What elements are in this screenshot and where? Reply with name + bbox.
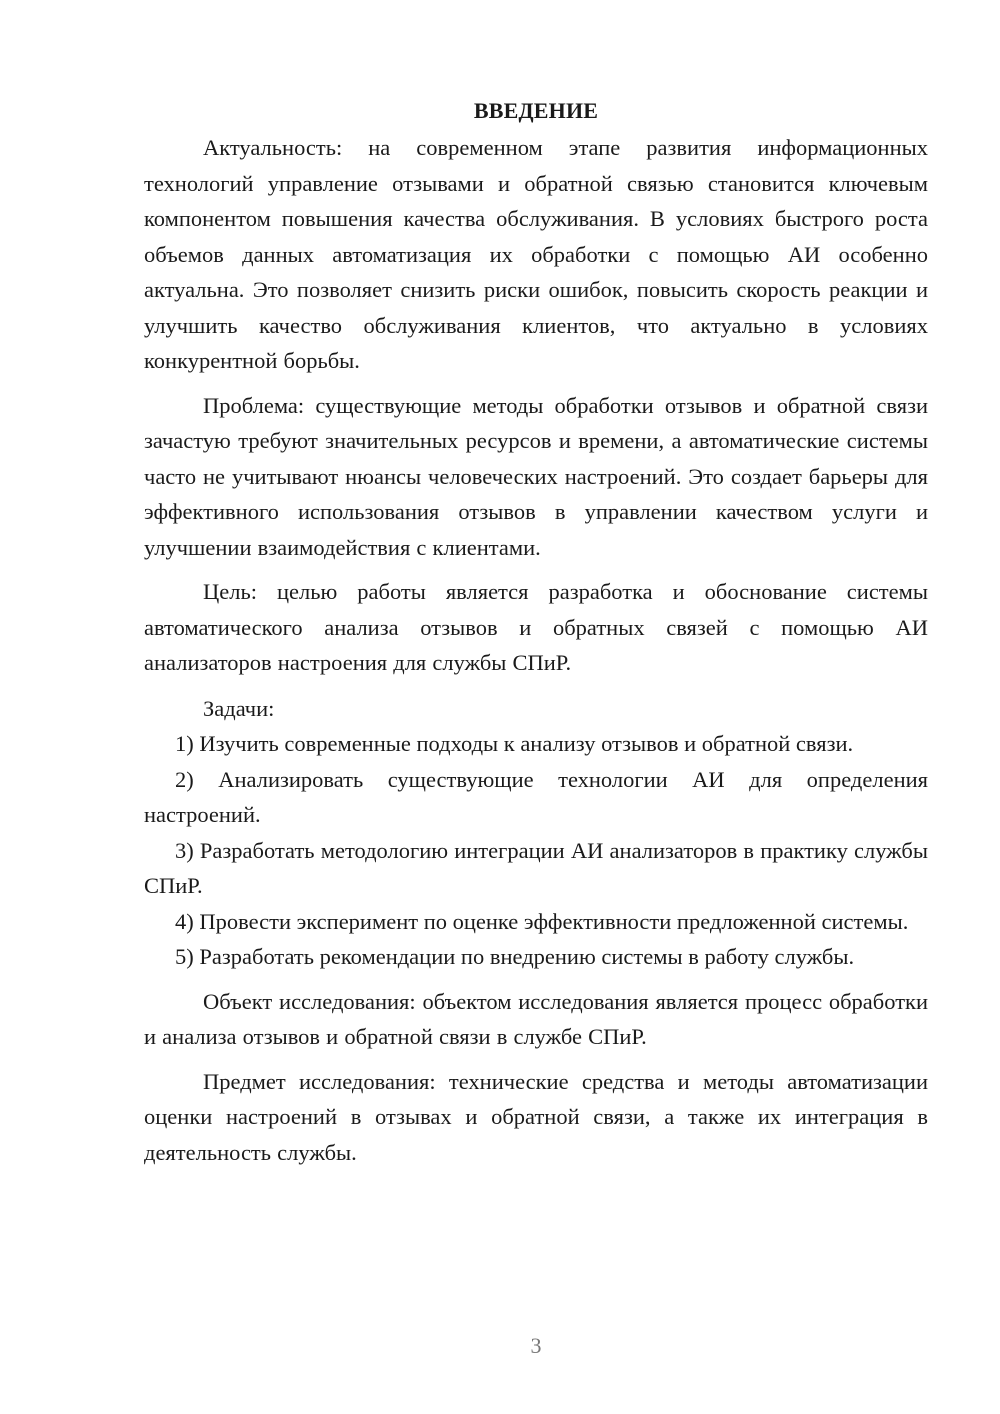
task-list — [144, 726, 928, 975]
task-item-4: 4) Провести эксперимент по оценке эффективности предложенной системы. — [175, 908, 909, 934]
tasks-heading: Задачи: — [203, 695, 275, 721]
page-number: 3 — [530, 1333, 542, 1358]
paragraph-goal: Цель: целью работы является разработка и обоснование системы автоматического анализа отзывов и обратных связей с помощью АИ анализаторов настроения для службы СПиР. — [144, 579, 928, 675]
page-content — [144, 93, 928, 1170]
paragraph-relevance: Актуальность: на современном этапе развития информационных технологий управление отзывами и обратной связью становится ключевым компонентом повышения качества обслуживания. В условиях быстрого роста объемов данных автоматизация их обработки с помощью АИ особенно актуальна. Это позволяет снизить риски ошибок, повысить скорость реакции и улучшить качество обслуживания клиентов, что актуально в условиях конкурентной борьбы. — [144, 135, 928, 373]
page-title: ВВЕДЕНИЕ — [473, 98, 599, 123]
paragraph-object: Объект исследования: объектом исследования является процесс обработки и анализа отзывов и обратной связи в службе СПиР. — [144, 988, 928, 1049]
task-item-3: 3) Разработать методологию интеграции АИ анализаторов в практику службы СПиР. — [144, 837, 928, 898]
paragraph-problem: Проблема: существующие методы обработки отзывов и обратной связи зачастую требуют значительных ресурсов и времени, а автоматические системы часто не учитывают нюансы человеческих настроений. Это создает барьеры для эффективного использования отзывов в управлении качеством услуги и улучшении взаимодействия с клиентами. — [144, 392, 928, 560]
task-item-5: 5) Разработать рекомендации по внедрению системы в работу службы. — [175, 944, 855, 969]
task-item-2: 2) Анализировать существующие технологии АИ для определения настроений. — [144, 766, 928, 827]
task-item-1: 1) Изучить современные подходы к анализу отзывов и обратной связи. — [175, 731, 854, 756]
paragraph-subject: Предмет исследования: технические средства и методы автоматизации оценки настроений в отзывах и обратной связи, а также их интеграция в деятельность службы. — [144, 1068, 928, 1165]
